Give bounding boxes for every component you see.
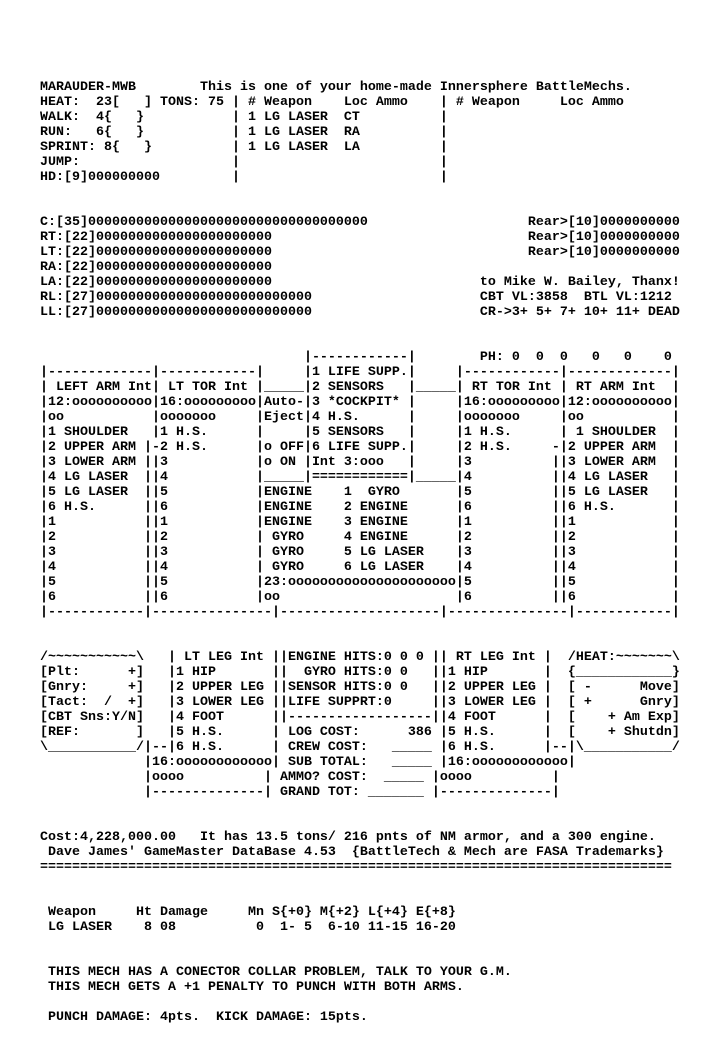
cost-summary-block [40, 830, 680, 875]
text-line: |oo |ooooooo |Eject|4 H.S. | |ooooooo |oo | [40, 410, 680, 425]
mech-record-sheet [40, 50, 680, 1040]
text-line [40, 995, 680, 1010]
text-line: |oooo | AMMO? COST: _____ |oooo | [40, 770, 560, 785]
text-line: [Plt: +] |1 HIP || GYRO HITS:0 0 ||1 HIP | {____________} [40, 665, 680, 680]
text-line: |3 ||3 | GYRO 5 LG LASER |3 ||3 | [40, 545, 680, 560]
text-line: LT:[22]0000000000000000000000 Rear>[10]0000000000 [40, 245, 680, 260]
weapon-table [40, 905, 680, 935]
text-line: WALK: 4{ } | 1 LG LASER CT | [40, 110, 448, 125]
text-line: RT:[22]0000000000000000000000 Rear>[10]0000000000 [40, 230, 680, 245]
text-line: |------------| PH: 0 0 0 0 0 0 [40, 350, 672, 365]
text-line: Weapon Ht Damage Mn S{+0} M{+2} L{+4} E{+8} [40, 905, 456, 920]
text-line: RUN: 6{ } | 1 LG LASER RA | [40, 125, 448, 140]
text-line: Dave James' GameMaster DataBase 4.53 {BattleTech & Mech are FASA Trademarks} [40, 845, 664, 860]
text-line: |5 LG LASER ||5 |ENGINE 1 GYRO |5 ||5 LG LASER | [40, 485, 680, 500]
text-line: | LEFT ARM Int| LT TOR Int |_____|2 SENSORS |_____| RT TOR Int | RT ARM Int | [40, 380, 680, 395]
text-line: MARAUDER-MWB This is one of your home-made Innersphere BattleMechs. [40, 80, 632, 95]
critical-hits-table [40, 350, 680, 620]
text-line: THIS MECH GETS A +1 PENALTY TO PUNCH WITH BOTH ARMS. [40, 980, 464, 995]
text-line: SPRINT: 8{ } | 1 LG LASER LA | [40, 140, 448, 155]
text-line: [Tact: / +] |3 LOWER LEG ||LIFE SUPPRT:0 ||3 LOWER LEG | [ + Gnry] [40, 695, 680, 710]
legs-and-status-block [40, 650, 680, 800]
text-line: [Gnry: +] |2 UPPER LEG ||SENSOR HITS:0 0 ||2 UPPER LEG | [ - Move] [40, 680, 680, 695]
text-line: \___________/|--|6 H.S. | CREW COST: _____ |6 H.S. |--|\___________/ [40, 740, 680, 755]
text-line: [CBT Sns:Y/N] |4 FOOT ||------------------||4 FOOT | [ + Am Exp] [40, 710, 680, 725]
text-line: JUMP: | | [40, 155, 448, 170]
text-line: Cost:4,228,000.00 It has 13.5 tons/ 216 pnts of NM armor, and a 300 engine. [40, 830, 656, 845]
text-line: LG LASER 8 08 0 1- 5 6-10 11-15 16-20 [40, 920, 456, 935]
text-line: |4 LG LASER ||4 |_____|============|_____|4 ||4 LG LASER | [40, 470, 680, 485]
text-line: HD:[9]000000000 | | [40, 170, 448, 185]
text-line: |3 LOWER ARM ||3 |o ON |Int 3:ooo | |3 ||3 LOWER ARM | [40, 455, 680, 470]
text-line: |5 ||5 |23:ooooooooooooooooooooo|5 ||5 | [40, 575, 680, 590]
text-line: THIS MECH HAS A CONECTOR COLLAR PROBLEM, TALK TO YOUR G.M. [40, 965, 512, 980]
text-line: LA:[22]0000000000000000000000 to Mike W. Bailey, Thanx! [40, 275, 680, 290]
text-line: |6 H.S. ||6 |ENGINE 2 ENGINE |6 ||6 H.S. | [40, 500, 680, 515]
text-line: |16:oooooooooooo| SUB TOTAL: _____ |16:oooooooooooo| [40, 755, 576, 770]
text-line: |2 UPPER ARM |-2 H.S. |o OFF|6 LIFE SUPP.| |2 H.S. -|2 UPPER ARM | [40, 440, 680, 455]
text-line: |--------------| GRAND TOT: _______ |--------------| [40, 785, 560, 800]
text-line: |4 ||4 | GYRO 6 LG LASER |4 ||4 | [40, 560, 680, 575]
text-line: [REF: ] |5 H.S. | LOG COST: 386 |5 H.S. | [ + Shutdn] [40, 725, 680, 740]
text-line: |12:oooooooooo|16:ooooooooo|Auto-|3 *COCKPIT* | |16:ooooooooo|12:oooooooooo| [40, 395, 680, 410]
text-line: LL:[27]000000000000000000000000000 CR->3+ 5+ 7+ 10+ 11+ DEAD [40, 305, 680, 320]
text-line: |------------|---------------|--------------------|---------------|------------| [40, 605, 680, 620]
armor-values-block [40, 215, 680, 320]
text-line: C:[35]00000000000000000000000000000000000 Rear>[10]0000000000 [40, 215, 680, 230]
notes-block [40, 965, 680, 1025]
text-line: |6 ||6 |oo |6 ||6 | [40, 590, 680, 605]
text-line: =============================================================================== [40, 860, 672, 875]
text-line: HEAT: 23[ ] TONS: 75 | # Weapon Loc Ammo | # Weapon Loc Ammo [40, 95, 624, 110]
mech-header-block [40, 80, 680, 185]
text-line: |2 ||2 | GYRO 4 ENGINE |2 ||2 | [40, 530, 680, 545]
text-line: /~~~~~~~~~~~\ | LT LEG Int ||ENGINE HITS:0 0 0 || RT LEG Int | /HEAT:~~~~~~~\ [40, 650, 680, 665]
text-line: |-------------|------------| |1 LIFE SUPP.| |------------|-------------| [40, 365, 680, 380]
text-line: PUNCH DAMAGE: 4pts. KICK DAMAGE: 15pts. [40, 1010, 368, 1025]
text-line: |1 SHOULDER |1 H.S. | |5 SENSORS | |1 H.S. | 1 SHOULDER | [40, 425, 680, 440]
text-line: RA:[22]0000000000000000000000 [40, 260, 272, 275]
text-line: RL:[27]000000000000000000000000000 CBT VL:3858 BTL VL:1212 [40, 290, 672, 305]
text-line: |1 ||1 |ENGINE 3 ENGINE |1 ||1 | [40, 515, 680, 530]
